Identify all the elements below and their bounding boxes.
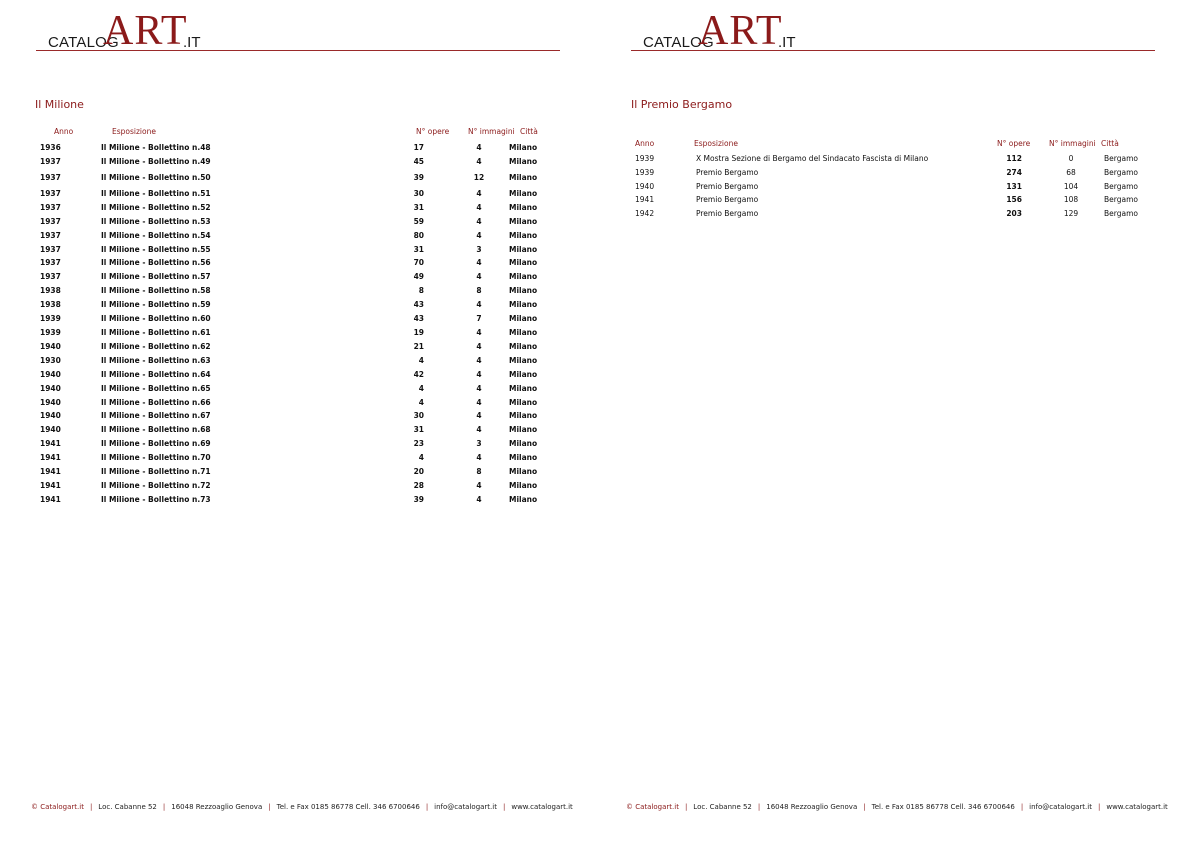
cell-immagini: 7 (476, 314, 482, 323)
cell-opere: 19 (413, 328, 424, 337)
cell-opere: 4 (418, 384, 424, 393)
cell-opere: 156 (1006, 195, 1022, 204)
table-row (0, 258, 595, 270)
cell-opere: 4 (418, 453, 424, 462)
cell-immagini: 4 (476, 189, 482, 198)
cell-esposizione: Premio Bergamo (696, 209, 759, 218)
cell-esposizione: Il Milione - Bollettino n.62 (101, 342, 211, 351)
cell-opere: 131 (1006, 182, 1022, 191)
cell-opere: 23 (413, 439, 424, 448)
col-header-anno: Anno (54, 127, 74, 136)
page-footer: © Catalogart.it | Loc. Cabanne 52 | 16048 Rezzoaglio Genova | Tel. e Fax 0185 86778 Cell. 346 6700646 | info@catalogart.it | www.catalogart.it (626, 803, 1168, 811)
cell-citta: Milano (509, 272, 538, 281)
cell-anno: 1930 (40, 356, 61, 365)
col-header-immagini: N° immagini (1049, 139, 1096, 148)
cell-citta: Milano (509, 384, 538, 393)
cell-esposizione: Il Milione - Bollettino n.71 (101, 467, 211, 476)
table-row (0, 300, 595, 312)
cell-esposizione: Il Milione - Bollettino n.69 (101, 439, 211, 448)
table-row (0, 245, 595, 257)
cell-anno: 1937 (40, 272, 61, 281)
table-row (596, 195, 1191, 207)
cell-immagini: 4 (476, 384, 482, 393)
cell-citta: Milano (509, 314, 538, 323)
cell-immagini: 4 (476, 453, 482, 462)
cell-immagini: 4 (476, 231, 482, 240)
cell-immagini: 4 (476, 258, 482, 267)
footer-website[interactable]: www.catalogart.it (1106, 803, 1168, 811)
table-header (0, 127, 595, 139)
cell-opere: 49 (413, 272, 424, 281)
cell-anno: 1940 (40, 384, 61, 393)
cell-anno: 1937 (40, 231, 61, 240)
cell-anno: 1938 (40, 286, 61, 295)
header-rule (36, 50, 560, 51)
cell-anno: 1937 (40, 203, 61, 212)
cell-citta: Milano (509, 143, 538, 152)
cell-esposizione: Il Milione - Bollettino n.72 (101, 481, 211, 490)
table-row (0, 217, 595, 229)
col-header-citta: Città (520, 127, 538, 136)
cell-esposizione: Il Milione - Bollettino n.49 (101, 157, 211, 166)
table-row (0, 231, 595, 243)
cell-citta: Milano (509, 189, 538, 198)
table-row (0, 314, 595, 326)
cell-esposizione: Il Milione - Bollettino n.64 (101, 370, 211, 379)
table-row (596, 182, 1191, 194)
cell-esposizione: Premio Bergamo (696, 195, 759, 204)
table-row (0, 342, 595, 354)
cell-opere: 274 (1006, 168, 1022, 177)
cell-esposizione: Il Milione - Bollettino n.52 (101, 203, 211, 212)
cell-immagini: 4 (476, 203, 482, 212)
cell-opere: 30 (413, 189, 424, 198)
cell-citta: Bergamo (1104, 154, 1138, 163)
cell-citta: Milano (509, 467, 538, 476)
cell-esposizione: Il Milione - Bollettino n.67 (101, 411, 211, 420)
cell-anno: 1941 (40, 453, 61, 462)
cell-opere: 17 (413, 143, 424, 152)
cell-immagini: 4 (476, 157, 482, 166)
cell-citta: Milano (509, 203, 538, 212)
cell-citta: Bergamo (1104, 209, 1138, 218)
cell-immagini: 12 (473, 173, 485, 182)
cell-esposizione: Premio Bergamo (696, 168, 759, 177)
cell-immagini: 4 (476, 398, 482, 407)
cell-immagini: 4 (476, 370, 482, 379)
cell-opere: 31 (413, 425, 424, 434)
cell-citta: Milano (509, 217, 538, 226)
cell-immagini: 4 (476, 272, 482, 281)
cell-esposizione: Il Milione - Bollettino n.65 (101, 384, 211, 393)
cell-citta: Bergamo (1104, 168, 1138, 177)
cell-citta: Milano (509, 398, 538, 407)
cell-anno: 1937 (40, 173, 61, 182)
cell-esposizione: Il Milione - Bollettino n.50 (101, 173, 211, 182)
cell-immagini: 4 (476, 143, 482, 152)
cell-anno: 1938 (40, 300, 61, 309)
cell-immagini: 8 (476, 467, 482, 476)
cell-immagini: 4 (476, 300, 482, 309)
cell-esposizione: Il Milione - Bollettino n.51 (101, 189, 211, 198)
right-page (596, 0, 1191, 842)
col-header-opere: N° opere (997, 139, 1031, 148)
cell-anno: 1939 (40, 328, 61, 337)
table-row (0, 356, 595, 368)
section-title: Il Milione (35, 98, 84, 111)
cell-esposizione: Il Milione - Bollettino n.53 (101, 217, 211, 226)
footer-address: Loc. Cabanne 52 (98, 803, 157, 811)
cell-anno: 1939 (635, 154, 655, 163)
cell-citta: Milano (509, 411, 538, 420)
cell-opere: 42 (413, 370, 424, 379)
cell-anno: 1941 (635, 195, 655, 204)
footer-email[interactable]: info@catalogart.it (434, 803, 497, 811)
cell-anno: 1937 (40, 189, 61, 198)
table-row (0, 453, 595, 465)
cell-citta: Milano (509, 157, 538, 166)
cell-anno: 1941 (40, 481, 61, 490)
cell-immagini: 4 (476, 217, 482, 226)
cell-esposizione: Premio Bergamo (696, 182, 759, 191)
cell-immagini: 108 (1063, 195, 1079, 204)
cell-anno: 1942 (635, 209, 655, 218)
footer-city: 16048 Rezzoaglio Genova (766, 803, 858, 811)
cell-opere: 203 (1006, 209, 1022, 218)
cell-esposizione: Il Milione - Bollettino n.56 (101, 258, 211, 267)
cell-esposizione: Il Milione - Bollettino n.63 (101, 356, 211, 365)
logo-it-text: .IT (778, 34, 796, 51)
footer-city: 16048 Rezzoaglio Genova (171, 803, 263, 811)
footer-phone: Tel. e Fax 0185 86778 Cell. 346 6700646 (871, 803, 1015, 811)
cell-esposizione: Il Milione - Bollettino n.73 (101, 495, 211, 504)
cell-opere: 4 (418, 398, 424, 407)
cell-esposizione: Il Milione - Bollettino n.54 (101, 231, 211, 240)
cell-opere: 31 (413, 203, 424, 212)
cell-anno: 1939 (40, 314, 61, 323)
cell-anno: 1941 (40, 439, 61, 448)
logo-catalog-text: CATALOG (643, 34, 714, 51)
cell-immagini: 4 (476, 356, 482, 365)
cell-opere: 4 (418, 356, 424, 365)
cell-citta: Milano (509, 231, 538, 240)
cell-citta: Milano (509, 342, 538, 351)
cell-anno: 1937 (40, 258, 61, 267)
table-header (596, 139, 1191, 151)
cell-citta: Milano (509, 495, 538, 504)
cell-esposizione: Il Milione - Bollettino n.60 (101, 314, 211, 323)
table-row (596, 168, 1191, 180)
cell-opere: 21 (413, 342, 424, 351)
cell-immagini: 4 (476, 425, 482, 434)
cell-anno: 1939 (635, 168, 655, 177)
col-header-esposizione: Esposizione (694, 139, 738, 148)
cell-anno: 1940 (40, 370, 61, 379)
cell-opere: 59 (413, 217, 424, 226)
cell-esposizione: X Mostra Sezione di Bergamo del Sindacato Fascista di Milano (696, 154, 929, 163)
table-row (0, 370, 595, 382)
cell-citta: Milano (509, 453, 538, 462)
table-row (0, 286, 595, 298)
cell-opere: 39 (413, 495, 424, 504)
col-header-immagini: N° immagini (468, 127, 515, 136)
cell-opere: 70 (413, 258, 424, 267)
table-row (0, 173, 595, 185)
cell-anno: 1936 (40, 143, 61, 152)
table-row (0, 398, 595, 410)
table-row (0, 272, 595, 284)
cell-anno: 1941 (40, 467, 61, 476)
cell-opere: 39 (413, 173, 424, 182)
table-row (0, 157, 595, 169)
cell-citta: Milano (509, 258, 538, 267)
table-row (0, 143, 595, 155)
cell-esposizione: Il Milione - Bollettino n.55 (101, 245, 211, 254)
cell-opere: 8 (418, 286, 424, 295)
cell-esposizione: Il Milione - Bollettino n.59 (101, 300, 211, 309)
table-row (0, 481, 595, 493)
cell-opere: 43 (413, 314, 424, 323)
cell-anno: 1940 (40, 398, 61, 407)
cell-immagini: 8 (476, 286, 482, 295)
cell-esposizione: Il Milione - Bollettino n.61 (101, 328, 211, 337)
footer-email[interactable]: info@catalogart.it (1029, 803, 1092, 811)
table-row (0, 384, 595, 396)
table-row (0, 203, 595, 215)
cell-immagini: 4 (476, 411, 482, 420)
logo-it-text: .IT (183, 34, 201, 51)
footer-address: Loc. Cabanne 52 (693, 803, 752, 811)
col-header-opere: N° opere (416, 127, 450, 136)
table-row (0, 328, 595, 340)
cell-esposizione: Il Milione - Bollettino n.48 (101, 143, 211, 152)
cell-esposizione: Il Milione - Bollettino n.58 (101, 286, 211, 295)
cell-citta: Milano (509, 300, 538, 309)
cell-immagini: 68 (1066, 168, 1076, 177)
cell-opere: 28 (413, 481, 424, 490)
cell-citta: Milano (509, 481, 538, 490)
col-header-anno: Anno (635, 139, 655, 148)
footer-brand: © Catalogart.it (626, 803, 679, 811)
cell-esposizione: Il Milione - Bollettino n.66 (101, 398, 211, 407)
table-row (0, 425, 595, 437)
cell-citta: Milano (509, 286, 538, 295)
col-header-citta: Città (1101, 139, 1119, 148)
cell-immagini: 4 (476, 481, 482, 490)
cell-anno: 1937 (40, 217, 61, 226)
cell-opere: 20 (413, 467, 424, 476)
cell-esposizione: Il Milione - Bollettino n.70 (101, 453, 211, 462)
cell-citta: Milano (509, 173, 538, 182)
cell-esposizione: Il Milione - Bollettino n.57 (101, 272, 211, 281)
cell-opere: 43 (413, 300, 424, 309)
cell-immagini: 0 (1068, 154, 1074, 163)
cell-opere: 30 (413, 411, 424, 420)
cell-anno: 1940 (40, 425, 61, 434)
cell-citta: Milano (509, 328, 538, 337)
table-row (596, 209, 1191, 221)
footer-brand: © Catalogart.it (31, 803, 84, 811)
page-footer: © Catalogart.it | Loc. Cabanne 52 | 16048 Rezzoaglio Genova | Tel. e Fax 0185 86778 Cell. 346 6700646 | info@catalogart.it | www.catalogart.it (31, 803, 573, 811)
cell-citta: Milano (509, 356, 538, 365)
section-title: Il Premio Bergamo (631, 98, 733, 111)
cell-immagini: 3 (476, 245, 482, 254)
left-page (0, 0, 595, 842)
cell-immagini: 129 (1063, 209, 1079, 218)
cell-citta: Bergamo (1104, 195, 1138, 204)
logo-art-text: ART (103, 8, 188, 54)
table-row (0, 467, 595, 479)
cell-anno: 1940 (40, 411, 61, 420)
logo-catalog-text: CATALOG (48, 34, 119, 51)
footer-phone: Tel. e Fax 0185 86778 Cell. 346 6700646 (276, 803, 420, 811)
cell-citta: Bergamo (1104, 182, 1138, 191)
cell-anno: 1940 (635, 182, 655, 191)
cell-citta: Milano (509, 245, 538, 254)
col-header-esposizione: Esposizione (112, 127, 156, 136)
cell-esposizione: Il Milione - Bollettino n.68 (101, 425, 211, 434)
table-row (0, 189, 595, 201)
table-row (0, 495, 595, 507)
cell-opere: 80 (413, 231, 424, 240)
cell-anno: 1937 (40, 157, 61, 166)
cell-anno: 1937 (40, 245, 61, 254)
cell-anno: 1940 (40, 342, 61, 351)
footer-website[interactable]: www.catalogart.it (511, 803, 573, 811)
cell-citta: Milano (509, 370, 538, 379)
table-row (0, 411, 595, 423)
cell-immagini: 4 (476, 328, 482, 337)
header-rule (631, 50, 1155, 51)
cell-citta: Milano (509, 425, 538, 434)
logo-art-text: ART (698, 8, 783, 54)
cell-immagini: 3 (476, 439, 482, 448)
table-row (0, 439, 595, 451)
table-row (596, 154, 1191, 166)
cell-anno: 1941 (40, 495, 61, 504)
cell-opere: 45 (413, 157, 424, 166)
cell-opere: 31 (413, 245, 424, 254)
cell-opere: 112 (1006, 154, 1022, 163)
cell-immagini: 4 (476, 342, 482, 351)
cell-immagini: 104 (1063, 182, 1079, 191)
cell-immagini: 4 (476, 495, 482, 504)
cell-citta: Milano (509, 439, 538, 448)
